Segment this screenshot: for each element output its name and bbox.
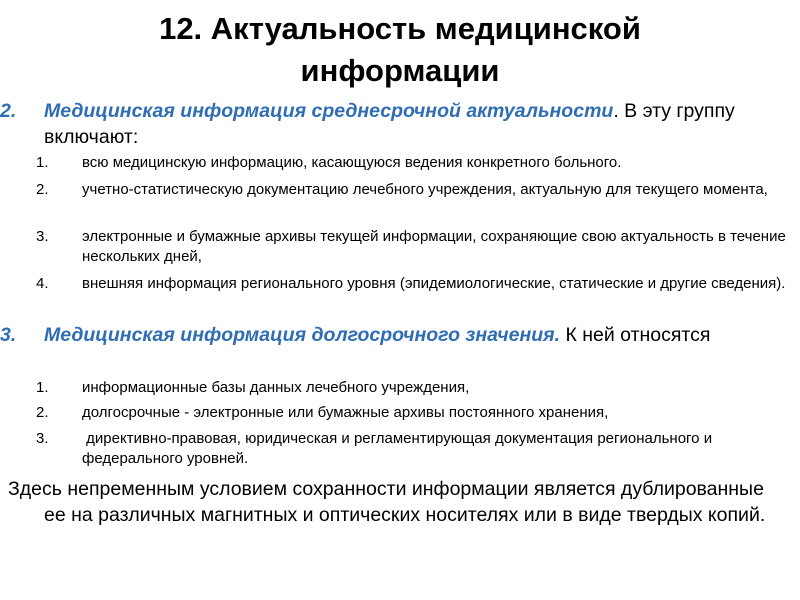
footer-note bbox=[0, 476, 790, 528]
list-item bbox=[0, 274, 790, 294]
footer-note-text: Здесь непременным условием сохранности информации является дублированные ее на различных магнитных и оптических носителях или в виде твердых копий. bbox=[8, 478, 766, 526]
section-highlight: Медицинская информация среднесрочной актуальности bbox=[44, 100, 614, 122]
section-long-term bbox=[0, 322, 790, 348]
section-rest: К ней относятся bbox=[560, 324, 711, 346]
list-item-number: 1. bbox=[36, 379, 49, 396]
list-item bbox=[0, 403, 790, 423]
list-item-text: директивно-правовая, юридическая и регламентирующая документация регионального и федерального уровней. bbox=[82, 430, 717, 467]
slide-title-line-2: информации bbox=[300, 53, 500, 88]
section-highlight: Медицинская информация долгосрочного значения. bbox=[44, 324, 561, 346]
list-item-text: учетно-статистическую документацию лечебного учреждения, актуальную для текущего момента, bbox=[82, 181, 768, 198]
list-item-text: всю медицинскую информацию, касающуюся ведения конкретного больного. bbox=[82, 154, 622, 171]
list-item bbox=[0, 153, 790, 173]
section-rest: . В эту группу включают: bbox=[44, 100, 735, 148]
list-item-text: информационные базы данных лечебного учреждения, bbox=[82, 379, 470, 396]
section-heading bbox=[44, 98, 790, 150]
list-item-number: 1. bbox=[36, 154, 49, 171]
list-item-number: 2. bbox=[36, 181, 49, 198]
list-item-text: внешняя информация регионального уровня (эпидемиологические, статические и другие сведения). bbox=[82, 275, 786, 292]
section-number: 2. bbox=[0, 100, 17, 122]
list-item bbox=[0, 378, 790, 398]
slide-title-line-1: 12. Актуальность медицинской bbox=[159, 11, 641, 46]
section-heading bbox=[44, 322, 790, 348]
slide-title bbox=[0, 8, 800, 92]
list-item-number: 3. bbox=[36, 228, 49, 245]
section-number: 3. bbox=[0, 324, 17, 346]
list-item-number: 2. bbox=[36, 404, 49, 421]
list-item-number: 3. bbox=[36, 430, 49, 447]
list-item bbox=[0, 180, 790, 200]
list-item-text: электронные и бумажные архивы текущей информации, сохраняющие свою актуальность в течение нескольких дней, bbox=[82, 228, 786, 265]
section-medium-term bbox=[0, 98, 790, 150]
list-item-number: 4. bbox=[36, 275, 49, 292]
list-item bbox=[0, 429, 790, 469]
list-item-text: долгосрочные - электронные или бумажные архивы постоянного хранения, bbox=[82, 404, 609, 421]
list-item bbox=[0, 227, 790, 267]
